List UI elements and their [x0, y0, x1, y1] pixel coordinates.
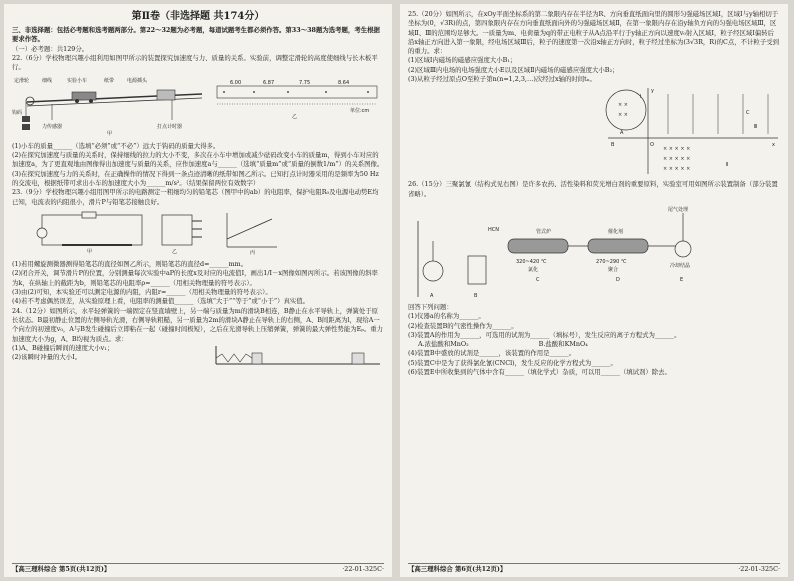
label-fig-jia: 甲	[107, 131, 113, 137]
block-a-icon	[352, 353, 364, 364]
svg-text:× × × × ×: × × × × ×	[663, 146, 691, 153]
tube-furnace-2	[588, 239, 648, 253]
flask-icon	[423, 261, 443, 281]
point-b-label: B	[611, 142, 615, 149]
cart-icon	[72, 92, 96, 100]
page-6-footer	[408, 563, 780, 574]
tape-value-1: 6.00	[230, 80, 242, 87]
q25-item-1: (1)区域Ⅰ内磁场的磁感应强度大小B₁；	[408, 56, 517, 65]
label-circuit-jia: 甲	[87, 248, 93, 255]
q24-stem: 24.（12分）如图所示，水平轻弹簧的一端固定在竖直墙壁上，另一端与质量为m的滑块B相连，B静止在水平导轨上，弹簧处于原长状态。B最初静止位置的左侧导轨光滑，右侧导轨粗糙，另一质量为2m的滑块A静止在导轨上的右侧，A、B间距离为l，现给A一个向左的初速度v₀，A与B发生碰撞后立即粘在一起（碰撞时间极短），之后在光滑导轨上压缩弹簧，弹簧的最大弹性势能为Eₚ。重力加速度大小为g，A、B均视为质点。求：	[12, 306, 383, 343]
label-unit: 单位:cm	[350, 108, 370, 115]
label-c: C	[536, 276, 540, 283]
svg-text:× ×: × ×	[618, 102, 628, 109]
svg-text:× × × × ×: × × × × ×	[663, 166, 691, 173]
label-furnace: 管式炉	[536, 228, 552, 235]
label-fig-yi: 乙	[292, 114, 298, 121]
q23-item-3: (3)由(2)可知，本实验还可以测定电源的内阻，内阻r=______（用相关物理量的符号表示）。	[12, 288, 272, 297]
label-crystallize: 冷却结晶	[670, 262, 691, 269]
q22-stem: 22.（6分）学校物理兴趣小组利用如图甲所示的装置探究加速度与力、质量的关系。实验前，调整定滑轮的高度使细线与长木板平行。	[12, 53, 378, 72]
tape-value-3: 7.75	[299, 80, 311, 87]
q23-item-2: (2)闭合开关，调节滑片P的位置，分别测量每次实验中aP的长度x及对应的电流值I，画出1/I－x图像如图丙所示。若该图像的斜率为k，在纵轴上的截距为b，则铅笔芯的电阻率ρ=______（用相关物理量的符号表示）。	[12, 269, 378, 287]
q26-item-1: (1)仪器a的名称为______。	[408, 312, 485, 321]
q22-item-2: (2)在探究加速度与质量的关系时，保持细线的拉力的大小不变，多次在小车中增加或减少砝码改变小车的质量m，得到小车对应的加速度a，为了更直观地由图像得出加速度与质量的关系，应作加速度a与______（选填“质量m”或“质量的倒数1/m”）的关系图像。	[12, 151, 384, 169]
label-temp-2: 270~290 ℃	[596, 258, 627, 265]
q23-stem: 23.（9分）学校物理兴趣小组用图甲所示的电路测定一粗细均匀的铅笔芯（图甲中的ab）的电阻率，保护电阻R₀及电源电动势E均已知，电流表的内阻很小，滑片P与铅笔芯接触良好。	[12, 188, 379, 206]
q25-item-3: (3)从粒子经过原点O至粒子第n(n=1,2,3,…)次经过x轴的时间tₙ。	[408, 75, 596, 84]
option-b: B.盐酸和KMnO₄	[538, 340, 588, 349]
axis-x-label: x	[772, 142, 775, 149]
tape-value-2: 6.87	[263, 80, 275, 87]
label-tape: 纸带	[104, 78, 115, 85]
label-weight: 钩码	[12, 110, 23, 117]
page-5	[4, 4, 392, 577]
label-a: A	[430, 292, 434, 299]
graph-line	[227, 219, 272, 239]
svg-text:× ×: × ×	[618, 112, 628, 119]
region-3-label: Ⅲ	[754, 124, 758, 131]
q26-item-6: (6)装置E中所收集到的气体中含有______（填化学式）杂质，可以用______（填试剂）除去。	[408, 368, 671, 377]
page-6	[400, 4, 788, 577]
label-e: E	[680, 276, 684, 283]
q22-figure	[12, 74, 384, 139]
timer-icon	[157, 90, 175, 100]
label-d: D	[616, 276, 620, 283]
ammeter-icon	[37, 228, 47, 238]
q25-item-2: (2)区域Ⅲ内电场的电场强度大小E以及区域Ⅱ内磁场的磁感应强度大小B₂；	[408, 65, 619, 74]
footer-left: 【高三理科综合 第5页(共12页)】	[12, 565, 111, 573]
label-circuit-yi: 乙	[172, 248, 178, 255]
wash-bottle-icon	[468, 256, 486, 284]
q24-item-2: (2)该瞬时冲量的大小I。	[12, 353, 82, 362]
section-title: 第Ⅱ卷（非选择题 共174分）	[131, 11, 265, 22]
q26-item-3: (3)装置A的作用为______，可选用的试剂为______（填标号），发生反应的离子方程式为______。	[408, 330, 681, 339]
label-catalyst: 催化剂	[608, 228, 624, 235]
q25-figure	[408, 86, 780, 178]
block-b-icon	[252, 353, 262, 364]
region-1-label: Ⅰ	[640, 94, 642, 101]
instructions-line-2: （一）必考题：共129分。	[12, 44, 89, 53]
footer-right: ·22-01-325C·	[738, 565, 780, 573]
circuit-diagram	[42, 215, 142, 245]
q22-item-3: (3)在探究加速度与力的关系时，在正确操作的情况下得到一条点迹清晰的纸带如图乙所示。已知打点计时器采用的是频率为50 Hz的交流电，根据纸带可求出小车的加速度大小为______m/s²。（结果保留两位有效数字）	[12, 169, 379, 187]
q23-item-1: (1)若用螺旋测微器测得铅笔芯的直径如图乙所示，则铅笔芯的直径d=______mm。	[12, 260, 248, 269]
q22-apparatus	[12, 74, 384, 136]
option-a: A.浓盐酸和MnO₂	[418, 340, 469, 349]
q26-item-4: (4)装置B中盛放的试剂是______，该装置的作用是______。	[408, 349, 576, 358]
q23-figure	[12, 209, 384, 258]
label-polymerization: 聚合	[608, 266, 619, 273]
point-a-label: A	[620, 130, 624, 137]
label-sensor: 力传感器	[42, 124, 63, 131]
q24-figure	[212, 344, 382, 368]
q23-item-4: (4)若不考虑偶然误差，从实验原理上看，电阻率的测量值______（选填“大于”“等于”或“小于”）真实值。	[12, 297, 310, 306]
label-string: 细线	[42, 78, 53, 85]
tape-value-4: 8.64	[338, 80, 350, 87]
label-chlorination: 氯化	[528, 266, 539, 273]
label-hcn: HCN	[488, 226, 499, 233]
origin-label: O	[650, 142, 654, 149]
region-2-label: Ⅱ	[726, 162, 729, 169]
q24-item-1: (1)A、B碰撞后瞬间的速度大小v₁；	[12, 343, 114, 352]
point-c-label: C	[746, 110, 750, 117]
spring-icon	[216, 354, 252, 362]
label-timer: 打点计时器	[157, 124, 183, 131]
axis-y-label: y	[651, 88, 654, 95]
label-exhaust: 尾气处理	[668, 206, 689, 213]
tube-furnace-1	[508, 239, 568, 253]
label-pulley: 定滑轮	[14, 78, 30, 85]
paper-tape	[217, 86, 377, 98]
micrometer-icon	[162, 215, 192, 245]
footer-left: 【高三理科综合 第6页(共12页)】	[408, 565, 507, 573]
q26-figure	[408, 201, 780, 301]
q26-prompt: 回答下列问题：	[408, 302, 453, 311]
label-temp-1: 320~420 ℃	[516, 258, 547, 265]
q22-item-1: (1)小车的质量______（选填“必须”或“不必”）远大于钩码的质量大得多。	[12, 141, 220, 150]
q24-body	[12, 344, 384, 368]
svg-text:× × × × ×: × × × × ×	[663, 156, 691, 163]
label-b: B	[474, 292, 478, 299]
page-5-footer	[12, 563, 384, 574]
instructions-line-1: 三、非选择题：包括必考题和选考题两部分。第22～32题为必考题，每道试题考生都必须作答。第33～38题为选考题，考生根据要求作答。	[12, 26, 380, 44]
q26-stem: 26.（15分）三聚氯氰（结构式见右图）是许多农药、活性染料和荧光增白剂的重要原料，实验室可用如图所示装置制备（部分装置省略）。	[408, 180, 778, 198]
hook-weight-icon	[22, 116, 30, 122]
label-cart: 实验小车	[67, 78, 88, 85]
q26-item-5: (5)装置C中是为了获得氯化氰(CNCl)，发生反应的化学方程式为______。	[408, 358, 617, 367]
q25-stem: 25.（20分）如图所示，在xOy平面坐标系的第二象限内存在半径为R、方向垂直纸面向里的圆形匀强磁场区域Ⅰ，区域Ⅰ与y轴相切于坐标为(0，√3R)的点，第四象限内存在方向垂直纸面向外的匀强磁场区域Ⅱ，在第一象限内存在沿y轴负方向的匀强电场区域Ⅲ，区域Ⅱ、Ⅲ的范围均足够大。一质量为m、电荷量为q的带正电粒子从A点沿平行于y轴正方向以速度v₀射入区域Ⅰ，粒子经区域Ⅰ偏转后沿x轴正方向进入第一象限，经电场区域Ⅲ后，粒子的速度第一次沿x轴正方向时，粒子经过坐标为(3√3R，R)的C点，不计粒子受到的重力。求：	[408, 10, 779, 56]
footer-right: ·22-01-325C·	[342, 565, 384, 573]
label-plug: 电源插头	[127, 78, 148, 85]
condenser-flask-icon	[675, 241, 691, 257]
label-circuit-bing: 丙	[250, 249, 256, 255]
q26-item-2: (2)检查装置B的气密性操作为______。	[408, 321, 518, 330]
